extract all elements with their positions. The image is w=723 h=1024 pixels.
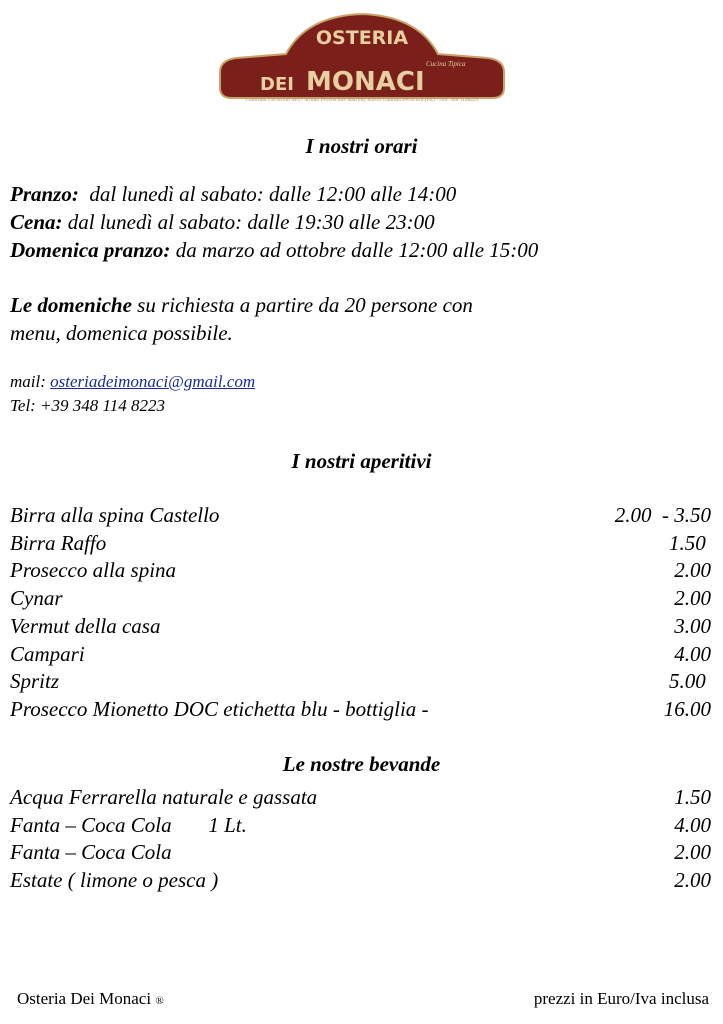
menu-item-name: Cynar bbox=[10, 586, 63, 611]
menu-item-price: 4.00 bbox=[674, 812, 711, 837]
menu-item-price: 1.50 bbox=[669, 530, 711, 555]
contact-mail: mail: osteriadeimonaci@gmail.com bbox=[10, 372, 256, 391]
aperitivi-title: I nostri aperitivi bbox=[291, 449, 432, 473]
footer-prices-note: prezzi in Euro/Iva inclusa bbox=[533, 989, 709, 1008]
svg-text:OSTERIA: OSTERIA bbox=[315, 27, 409, 49]
menu-item-price: 2.00 bbox=[674, 840, 711, 865]
hours-lunch: Pranzo: dal lunedì al sabato: dalle 12:00 alle 14:00 bbox=[10, 182, 457, 206]
logo-address: Contrada Cornicelli SP27 Strada Provinciale Saurina, 85010 Guardia Perticara (PZ) - cell. 348 1148223 bbox=[245, 97, 479, 103]
menu-item-price: 2.00 - 3.50 bbox=[614, 503, 711, 527]
menu-item-price: 3.00 bbox=[674, 613, 711, 638]
bevande-title: Le nostre bevande bbox=[282, 752, 441, 776]
menu-item-name: Birra Raffo bbox=[10, 530, 107, 555]
svg-text:MONACI: MONACI bbox=[306, 67, 425, 97]
menu-item-price: 2.00 bbox=[674, 558, 711, 583]
menu-item-price: 4.00 bbox=[674, 641, 711, 666]
menu-item-price: 16.00 bbox=[663, 696, 711, 721]
menu-item-name: Campari bbox=[10, 641, 85, 666]
menu-item-price: 2.00 bbox=[674, 586, 711, 611]
menu-item-name: Vermut della casa bbox=[10, 613, 161, 638]
footer-name: Osteria Dei Monaci ® bbox=[17, 989, 164, 1008]
hours-dinner: Cena: dal lunedì al sabato: dalle 19:30 alle 23:00 bbox=[10, 210, 435, 234]
menu-item-name: Fanta – Coca Cola bbox=[10, 840, 172, 865]
menu-item-name: Prosecco Mionetto DOC etichetta blu - bottiglia - bbox=[10, 696, 429, 721]
hours-sunday: Domenica pranzo: da marzo ad ottobre dalle 12:00 alle 15:00 bbox=[10, 238, 539, 262]
svg-text:DEI: DEI bbox=[260, 74, 294, 95]
svg-text:Cucina Tipica: Cucina Tipica bbox=[426, 60, 466, 68]
menu-item-name: Birra alla spina Castello bbox=[10, 503, 220, 527]
menu-item-price: 1.50 bbox=[674, 785, 711, 809]
menu-item-name: Prosecco alla spina bbox=[10, 558, 177, 583]
hours-title: I nostri orari bbox=[305, 134, 418, 158]
menu-item-price: 2.00 bbox=[674, 868, 711, 893]
restaurant-logo bbox=[216, 10, 508, 108]
contact-tel: Tel: +39 348 114 8223 bbox=[10, 396, 166, 415]
menu-item-name: Estate ( limone o pesca ) bbox=[10, 868, 219, 893]
menu-item-price: 5.00 bbox=[669, 669, 711, 694]
menu-item-name: Spritz bbox=[10, 669, 60, 694]
sunday-note-2: menu, domenica possibile. bbox=[10, 321, 233, 345]
sunday-note: Le domeniche su richiesta a partire da 20 persone con bbox=[10, 293, 473, 317]
menu-item-name: Acqua Ferrarella naturale e gassata bbox=[10, 785, 318, 809]
menu-item-name: Fanta – Coca Cola 1 Lt. bbox=[10, 812, 247, 837]
email-link[interactable]: osteriadeimonaci@gmail.com bbox=[50, 372, 256, 391]
